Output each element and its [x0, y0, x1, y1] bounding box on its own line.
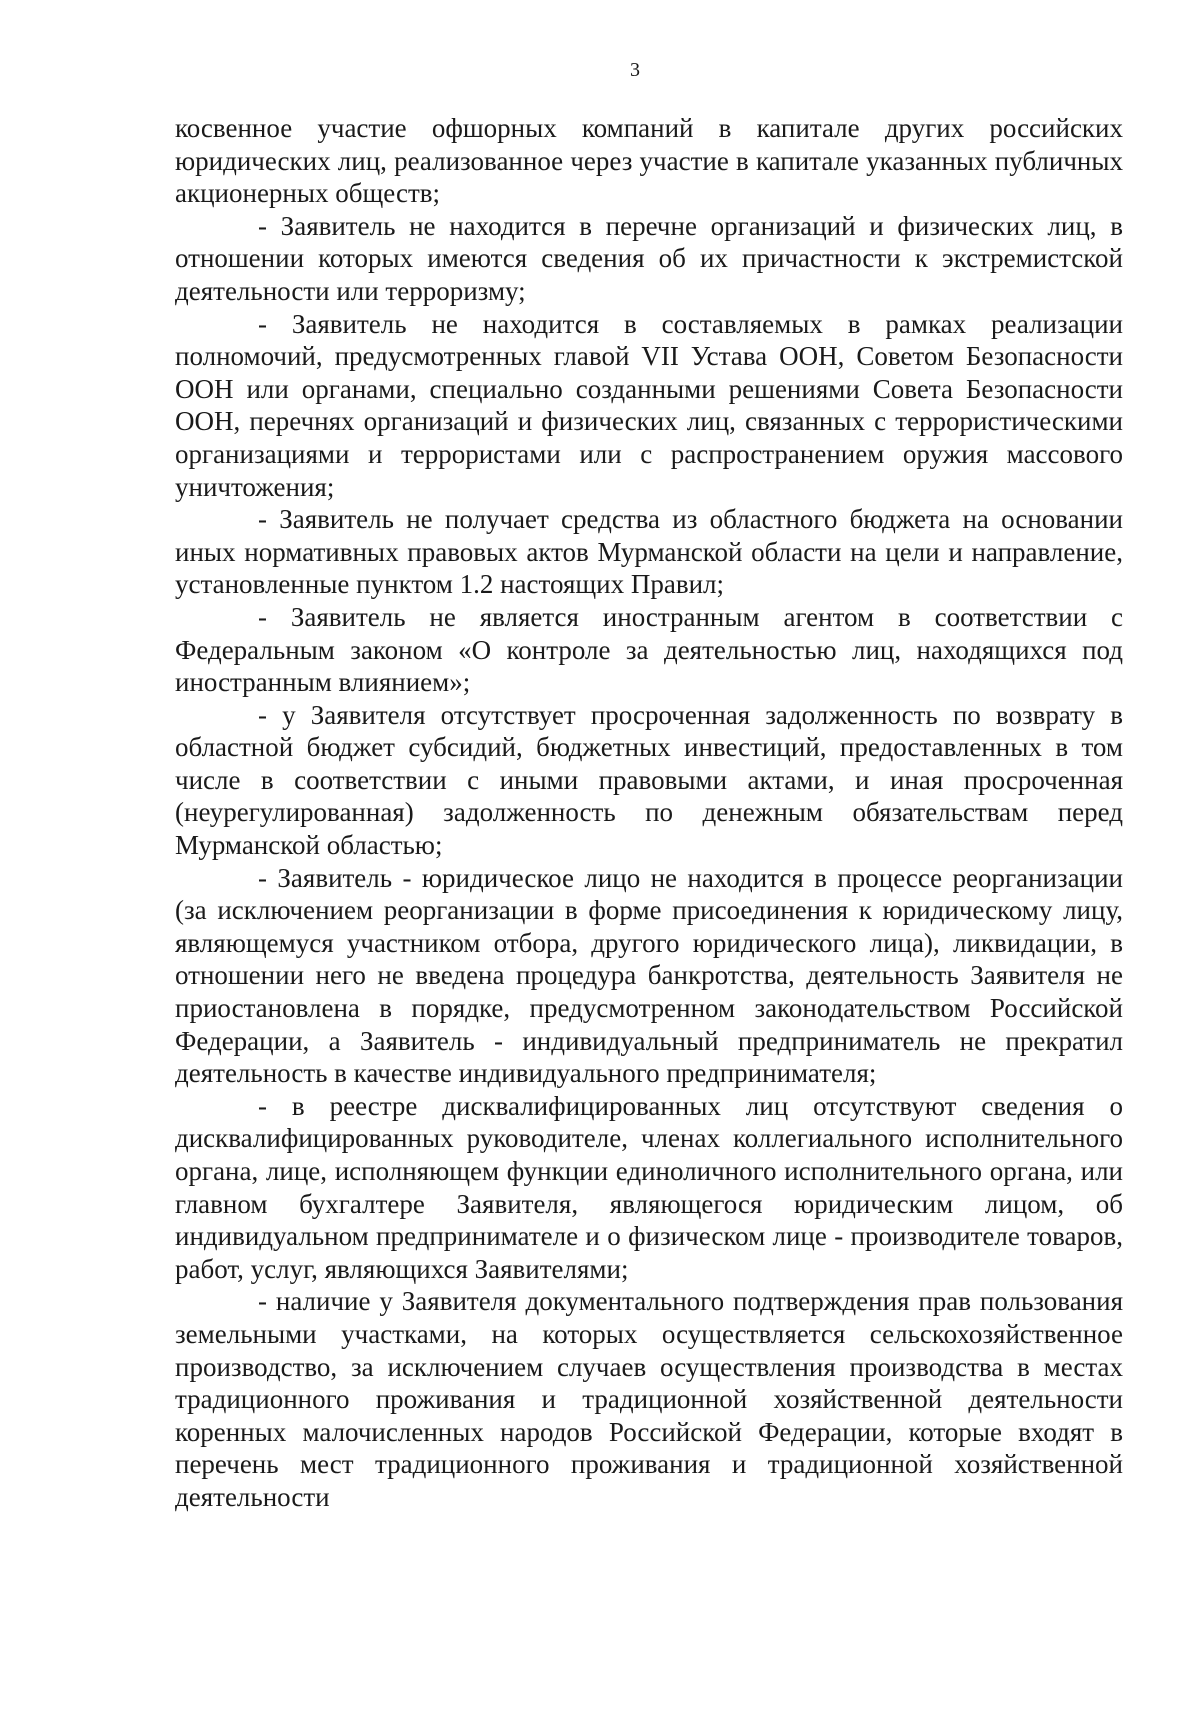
paragraph-reorganization-liquidation: - Заявитель - юридическое лицо не находится в процессе реорганизации (за исключением реорганизации в форме присоединения к юридическому лицу, являющемуся участником отбора, другого юридического лица), ликвидации, в отношении него не введена процедура банкротства, деятельность Заявителя не приостановлена в порядке, предусмотренном законодательством Российской Федерации, а Заявитель - индивидуальный предприниматель не прекратил деятельность в качестве индивидуального предпринимателя; [175, 862, 1123, 1089]
paragraph-land-use-rights: - наличие у Заявителя документального подтверждения прав пользования земельными участками, на которых осуществляется сельскохозяйственное производство, за исключением случаев осуществления производства в местах традиционного проживания и традиционной хозяйственной деятельности коренных малочисленных народов Российской Федерации, которые входят в перечень мест традиционного проживания и традиционной хозяйственной деятельности [175, 1286, 1123, 1512]
paragraph-offshore-participation: косвенное участие офшорных компаний в капитале других российских юридических лиц, реализованное через участие в капитале указанных публичных акционерных обществ; [175, 113, 1123, 209]
paragraph-un-security-council-lists: - Заявитель не находится в составляемых в рамках реализации полномочий, предусмотренных главой VII Устава ООН, Советом Безопасности ООН или органами, специально созданными решениями Совета Безопасности ООН, перечнях организаций и физических лиц, связанных с террористическими организациями и террористами или с распространением оружия массового уничтожения; [175, 308, 1123, 502]
paragraph-extremism-list: - Заявитель не находится в перечне организаций и физических лиц, в отношении которых имеются сведения об их причастности к экстремистской деятельности или терроризму; [175, 210, 1123, 306]
document-body [175, 112, 1123, 1514]
paragraph-regional-budget-funds: - Заявитель не получает средства из областного бюджета на основании иных нормативных правовых актов Мурманской области на цели и направление, установленные пунктом 1.2 настоящих Правил; [175, 504, 1123, 600]
page-number: 3 [630, 59, 640, 81]
paragraph-foreign-agent: - Заявитель не является иностранным агентом в соответствии с Федеральным законом «О контроле за деятельностью лиц, находящихся под иностранным влиянием»; [175, 601, 1123, 698]
paragraph-overdue-debt: - у Заявителя отсутствует просроченная задолженность по возврату в областной бюджет субсидий, бюджетных инвестиций, предоставленных в том числе в соответствии с иными правовыми актами, и иная просроченная (неурегулированная) задолженность по денежным обязательствам перед Мурманской областью; [175, 699, 1123, 861]
paragraph-disqualified-persons-registry: - в реестре дисквалифицированных лиц отсутствуют сведения о дисквалифицированных руководителе, членах коллегиального исполнительного органа, лице, исполняющем функции единоличного исполнительного органа, или главном бухгалтере Заявителя, являющегося юридическим лицом, об индивидуальном предпринимателе и о физическом лице - производителе товаров, работ, услуг, являющихся Заявителями; [175, 1090, 1123, 1284]
